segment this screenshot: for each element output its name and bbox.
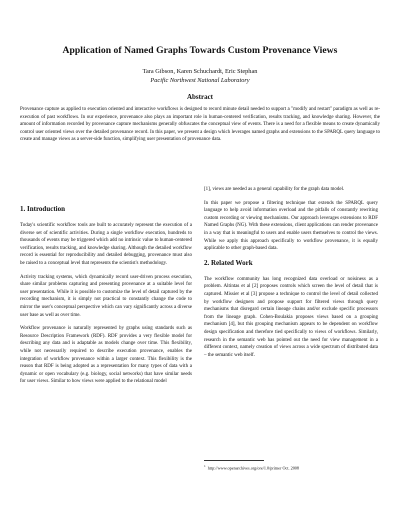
footnote-divider (204, 460, 264, 461)
intro-paragraph-5: In this paper we propose a filtering technique that extends the SPARQL query language to help avoid information overload and the pitfalls of constantly rewriting custom recording or viewing mechanisms. Our approach leverages extensions to RDF Named Graphs (NG). With these extensions, client applications can render provenance in a way that is meaningful to users and enable users themselves to control the views. While we apply this approach specifically to workflow provenance, it is equally applicable to other graph-based data. (204, 200, 378, 252)
right-column (204, 186, 378, 365)
intro-paragraph-3: Workflow provenance is naturally represented by graphs using standards such as Resource Description Framework (RDF). RDF provides a very flexible model for describing any data and is adaptable as models change over time. This flexibility, while not necessarily required to describe execution provenance, enables the integration of workflow provenance within a larger context. This flexibility is the reason that RDF is being adopted as a representation for many types of data with a dynamic or open vocabulary (e.g. biology, social networks) that have similar needs for user views. Similar to how views were applied to the relational model (20, 326, 192, 385)
section-1-heading: 1. Introduction (20, 205, 65, 213)
footnote (204, 463, 378, 471)
related-work-paragraph: The workflow community has long recognized data overload or noisiness as a problem. Altintas et al [2] proposes controls which screen the level of detail that is captured. Missier et al [3] propose a technique to control the level of detail collected by workflow designers and propose support for filtered views through query mechanisms that disregard certain lineage chains and/or exclude specific processors from the lineage graph. Cohen-Boulakia proposes views based on a grouping mechanism [4], but this grouping mechanism appears to be dependent on workflow design specification and therefore tied specifically to views of workflows. Similarly, research in the semantic web has pointed out the need for view management in a different context, namely creation of views across a wide spectrum of distributed data – the semantic web itself. (204, 276, 378, 358)
intro-paragraph-1: Today's scientific workflow tools are built to accurately represent the execution of a diverse set of scientific activities. During a single workflow execution, hundreds to thousands of events may be triggered which add no intrinsic value to human-centered verification, results tracking, and knowledge sharing. Although the detailed workflow record is essential for reproducibility and detailed debugging, provenance must also be raised to a conceptual level that represents the scientist's methodology. (20, 223, 192, 266)
paper-title: Application of Named Graphs Towards Custom Provenance Views (62, 45, 338, 56)
abstract-text: Provenance capture as applied to execution oriented and interactive workflows is designed to record minute detail needed to support a "modify and restart" paradigm as well as re-execution of past workflows. In our experience, provenance also plays an important role in human-centered verification, results tracking, and knowledge sharing. However, the amount of information recorded by provenance capture mechanisms generally obfuscates the conceptual view of events. There is a need for a flexible means to create dynamically control user oriented views over the detailed provenance record. In this paper, we present a design which leverages named graphs and extensions to the SPARQL query language to create and manage views as a server-side function, simplifying user presentation of provenance data. (20, 107, 380, 143)
intro-paragraph-4: [1], views are needed as a general capability for the graph data model. (204, 187, 345, 192)
footnote-link[interactable]: http://www.openarchives.org/ore/1.0/primer Oct. 2008 (207, 465, 299, 471)
intro-paragraph-2: Activity tracking systems, which dynamically record user-driven process execution, share similar problems capturing and presenting provenance at a suitable level for user presentation. While it is possible to customize the level of detail captured by the recording mechanism, it is simply not practical to constantly change the code to mirror the user's conceptual perspective which can vary significantly across a diverse user base as well as over time. (20, 274, 192, 318)
left-column (20, 205, 192, 392)
section-2-heading: 2. Related Work (204, 258, 253, 267)
abstract-heading: Abstract (186, 93, 214, 101)
footnote-marker: 1 (204, 464, 206, 468)
paper-affiliation: Pacific Northwest National Laboratory (150, 77, 250, 84)
paper-authors: Tara Gibson, Karen Schuchardt, Eric Stephan (142, 68, 258, 75)
